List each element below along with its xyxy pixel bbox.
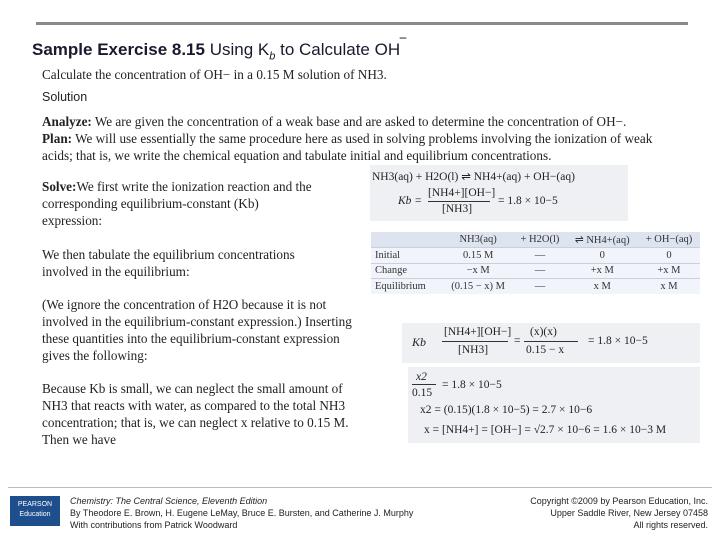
table-cell: — xyxy=(513,279,566,295)
table-cell: (0.15 − x) M xyxy=(443,279,513,295)
title-exercise: Sample Exercise 8.15 xyxy=(32,40,205,59)
slide-title xyxy=(32,36,406,63)
analyze-label: Analyze: xyxy=(42,114,92,129)
solve-text: We first write the ionization reaction and the corresponding equilibrium-constant (Kb) expression: xyxy=(42,179,312,228)
approx-l2: x2 = (0.15)(1.8 × 10−5) = 2.7 × 10−6 xyxy=(420,404,593,416)
table-row xyxy=(371,263,700,279)
footer-citation xyxy=(70,495,470,531)
table-cell: — xyxy=(513,263,566,279)
logo-pearson-text: PEARSON xyxy=(17,501,53,508)
kb-expr-f1-num: [NH4+][OH−] xyxy=(444,326,512,338)
title-sup: ‾ xyxy=(400,36,406,55)
kb-expr-f2-bar xyxy=(524,341,578,342)
reaction-equation: NH3(aq) + H2O(l) ⇌ NH4+(aq) + OH−(aq) xyxy=(372,171,575,183)
footer-contributions: With contributions from Patrick Woodward xyxy=(70,520,238,530)
problem-statement: Calculate the concentration of OH− in a 0.15 M solution of NH3. xyxy=(42,67,387,82)
table-cell: −x M xyxy=(443,263,513,279)
footer-copyright xyxy=(478,495,708,531)
kb-denominator: [NH3] xyxy=(442,203,473,215)
table-cell: x M xyxy=(567,279,638,295)
table-cell: +x M xyxy=(567,263,638,279)
title-end: to Calculate OH xyxy=(280,40,401,59)
approx-l3: x = [NH4+] = [OH−] = √2.7 × 10−6 = 1.6 × 10−3 M xyxy=(424,424,667,436)
title-sub-b: b xyxy=(269,50,276,63)
kb-expr-value: = 1.8 × 10−5 xyxy=(588,335,648,347)
kb-expr-f2-den: 0.15 − x xyxy=(526,344,565,356)
table-header-row xyxy=(371,232,700,248)
kb-fraction-bar xyxy=(428,201,490,202)
footer-authors: By Theodore E. Brown, H. Eugene LeMay, Bruce E. Bursten, and Catherine J. Murphy xyxy=(70,508,414,518)
approx-x2-num: x2 xyxy=(416,371,427,383)
pearson-logo xyxy=(10,496,60,526)
kb-numerator: [NH4+][OH−] xyxy=(428,187,496,199)
top-divider xyxy=(36,22,688,25)
equilibrium-table xyxy=(371,232,700,294)
approximation-panel xyxy=(408,367,700,443)
solve-paragraph xyxy=(42,178,312,229)
tabulate-paragraph: We then tabulate the equilibrium concentrations involved in the equilibrium: xyxy=(42,247,295,279)
analyze-paragraph xyxy=(42,113,672,130)
row-label: Change xyxy=(371,263,443,279)
reaction-panel xyxy=(370,165,628,221)
ignore-paragraph: (We ignore the concentration of H2O because it is not involved in the equilibrium-constant expression.) Inserting these quantities into the equilibrium-constant expression gives the following: xyxy=(42,297,352,363)
table-cell: 0 xyxy=(638,248,700,264)
kb-value: = 1.8 × 10−5 xyxy=(498,195,558,207)
header-cell: + H2O(l) xyxy=(513,232,566,248)
footer-copyright-line: Copyright ©2009 by Pearson Education, Inc. xyxy=(530,496,708,506)
kb-expr-f1-den: [NH3] xyxy=(458,344,489,356)
because-paragraph: Because Kb is small, we can neglect the small amount of NH3 that reacts with water, as compared to the total NH3 concentration; that is, we can neglect x relative to 0.15 M. Then we have xyxy=(42,381,349,447)
plan-label: Plan: xyxy=(42,131,73,146)
table-cell: x M xyxy=(638,279,700,295)
logo-education-text: Education xyxy=(19,511,51,518)
kb-label: Kb = xyxy=(398,195,423,207)
kb-expr-f2-num: (x)(x) xyxy=(530,326,557,338)
footer-divider xyxy=(8,487,712,488)
plan-text: We will use essentially the same procedure here as used in solving problems involving the ionization of weak acids; that is, we write the chemical equation and tabulate initial and equilibrium concentrations. xyxy=(42,131,653,163)
approx-fraction-bar xyxy=(412,384,436,385)
kb-expr-f1-bar xyxy=(442,341,508,342)
solution-heading: Solution xyxy=(42,90,88,104)
header-cell: NH3(aq) xyxy=(443,232,513,248)
table-cell: 0.15 M xyxy=(443,248,513,264)
table-cell: — xyxy=(513,248,566,264)
footer-city: Upper Saddle River, New Jersey 07458 xyxy=(550,508,708,518)
footer-rights: All rights reserved. xyxy=(633,520,708,530)
row-label: Initial xyxy=(371,248,443,264)
table-row xyxy=(371,248,700,264)
header-cell xyxy=(371,232,443,248)
table-cell: 0 xyxy=(567,248,638,264)
kb-expr-lhs: Kb xyxy=(412,335,427,349)
kb-expression-panel xyxy=(402,323,700,363)
footer-book-title: Chemistry: The Central Science, Eleventh Edition xyxy=(70,496,268,506)
header-cell: + OH−(aq) xyxy=(638,232,700,248)
plan-paragraph xyxy=(42,130,672,164)
title-using: Using K xyxy=(209,40,270,59)
row-label: Equilibrium xyxy=(371,279,443,295)
equals-sign: = xyxy=(514,335,521,347)
analyze-text: We are given the concentration of a weak base and are asked to determine the concentration of OH−. xyxy=(94,114,627,129)
approx-den: 0.15 xyxy=(412,387,433,399)
table-row xyxy=(371,279,700,295)
table-cell: +x M xyxy=(638,263,700,279)
solve-label: Solve: xyxy=(42,179,77,194)
header-cell: ⇌ NH4+(aq) xyxy=(567,232,638,248)
approx-l1-value: = 1.8 × 10−5 xyxy=(442,379,502,391)
